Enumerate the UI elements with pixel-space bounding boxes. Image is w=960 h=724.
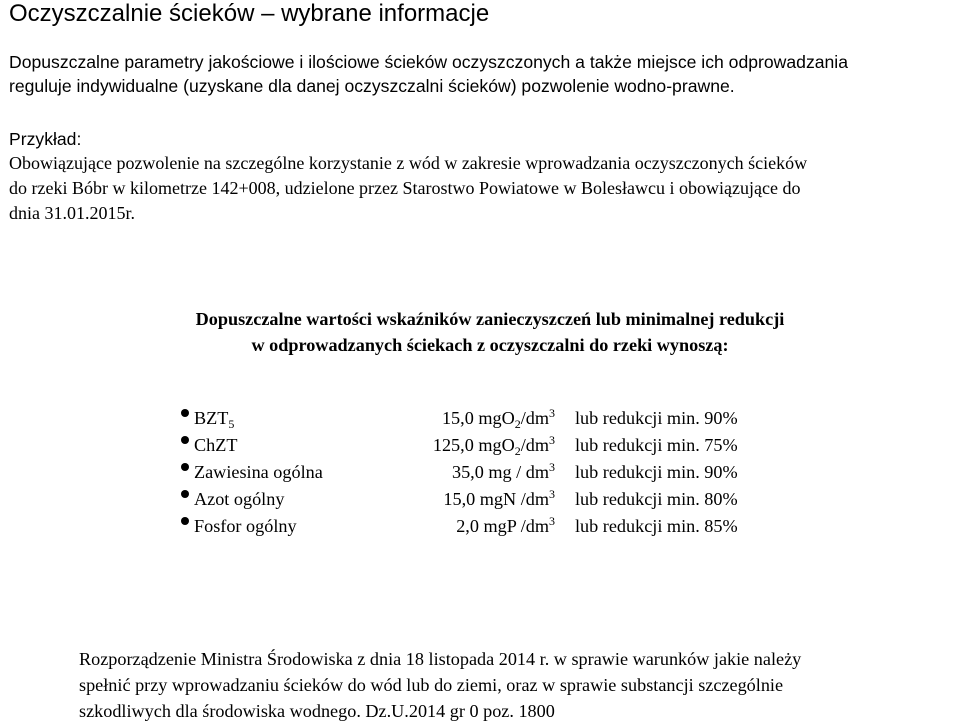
parameter-value: [380, 486, 555, 515]
parameter-row: [0, 513, 960, 540]
value-unit: /dm: [520, 408, 549, 428]
parameter-name-text: Fosfor ogólny: [194, 516, 297, 536]
parameter-name: [194, 432, 237, 459]
bullet-icon: [181, 490, 189, 498]
example-line: dnia 31.01.2015r.: [9, 203, 135, 223]
example-line: Obowiązujące pozwolenie na szczególne korzystanie z wód w zakresie wprowadzania oczyszczonych ścieków: [9, 153, 808, 173]
value-subscript: 2: [514, 444, 521, 458]
heading-line: Dopuszczalne wartości wskaźników zanieczyszczeń lub minimalnej redukcji: [195, 309, 785, 329]
limits-heading: [0, 306, 960, 358]
parameter-reduction: lub redukcji min. 80%: [575, 489, 738, 509]
parameter-name-subscript: 5: [228, 417, 235, 431]
parameter-name: [194, 459, 323, 486]
parameter-reduction: lub redukcji min. 85%: [575, 516, 738, 536]
bullet-icon: [181, 517, 189, 525]
example-line: do rzeki Bóbr w kilometrze 142+008, udzielone przez Starostwo Powiatowe w Bolesławcu i obowiązujące do: [9, 178, 801, 198]
value-subscript: 2: [514, 417, 521, 431]
parameter-value: [380, 405, 555, 434]
parameter-row: [0, 432, 960, 459]
reference-line: szkodliwych dla środowiska wodnego. Dz.U.2014 gr 0 poz. 1800: [79, 701, 555, 721]
page-title: Oczyszczalnie ścieków – wybrane informacje: [9, 0, 490, 27]
bullet-icon: [181, 409, 189, 417]
parameter-reduction: lub redukcji min. 90%: [575, 408, 738, 428]
parameter-name-text: BZT: [194, 408, 229, 428]
example-label: Przykład:: [9, 129, 82, 149]
reference-line: Rozporządzenie Ministra Środowiska z dnia 18 listopada 2014 r. w sprawie warunków jakie należy: [79, 649, 802, 669]
bullet-icon: [181, 436, 189, 444]
value-text: 2,0 mgP /dm: [456, 516, 549, 536]
parameter-name: [194, 486, 284, 513]
reference-line: spełnić przy wprowadzaniu ścieków do wód lub do ziemi, oraz w sprawie substancji szczególnie: [79, 675, 784, 695]
value-unit: /dm: [520, 435, 549, 455]
intro-paragraph: [9, 50, 959, 98]
parameter-name-text: Zawiesina ogólna: [194, 462, 323, 482]
parameter-value: [380, 513, 555, 542]
parameter-name: [194, 513, 297, 540]
parameter-name-text: Azot ogólny: [194, 489, 285, 509]
parameter-reduction: lub redukcji min. 90%: [575, 462, 738, 482]
intro-line: Dopuszczalne parametry jakościowe i ilościowe ścieków oczyszczonych a także miejsce ich odprowadzania: [9, 52, 849, 72]
value-text: 125,0 mgO: [432, 435, 515, 455]
value-superscript: 3: [549, 433, 555, 447]
value-superscript: 3: [549, 460, 555, 474]
value-superscript: 3: [549, 406, 555, 420]
parameter-name-text: ChZT: [194, 435, 238, 455]
parameter-row: [0, 405, 960, 432]
parameter-value: [380, 459, 555, 488]
value-text: 15,0 mgN /dm: [443, 489, 549, 509]
value-text: 35,0 mg / dm: [451, 462, 549, 482]
parameter-name: [194, 405, 234, 434]
intro-line: reguluje indywidualne (uzyskane dla danej oczyszczalni ścieków) pozwolenie wodno-prawne.: [9, 76, 735, 96]
example-paragraph: [9, 151, 959, 226]
value-superscript: 3: [549, 514, 555, 528]
parameter-reduction: lub redukcji min. 75%: [575, 435, 738, 455]
parameter-row: [0, 459, 960, 486]
regulation-reference: [79, 646, 959, 724]
heading-line: w odprowadzanych ściekach z oczyszczalni do rzeki wynoszą:: [251, 335, 729, 355]
bullet-icon: [181, 463, 189, 471]
value-superscript: 3: [549, 487, 555, 501]
parameter-row: [0, 486, 960, 513]
value-text: 15,0 mgO: [441, 408, 515, 428]
parameter-value: [380, 432, 555, 461]
